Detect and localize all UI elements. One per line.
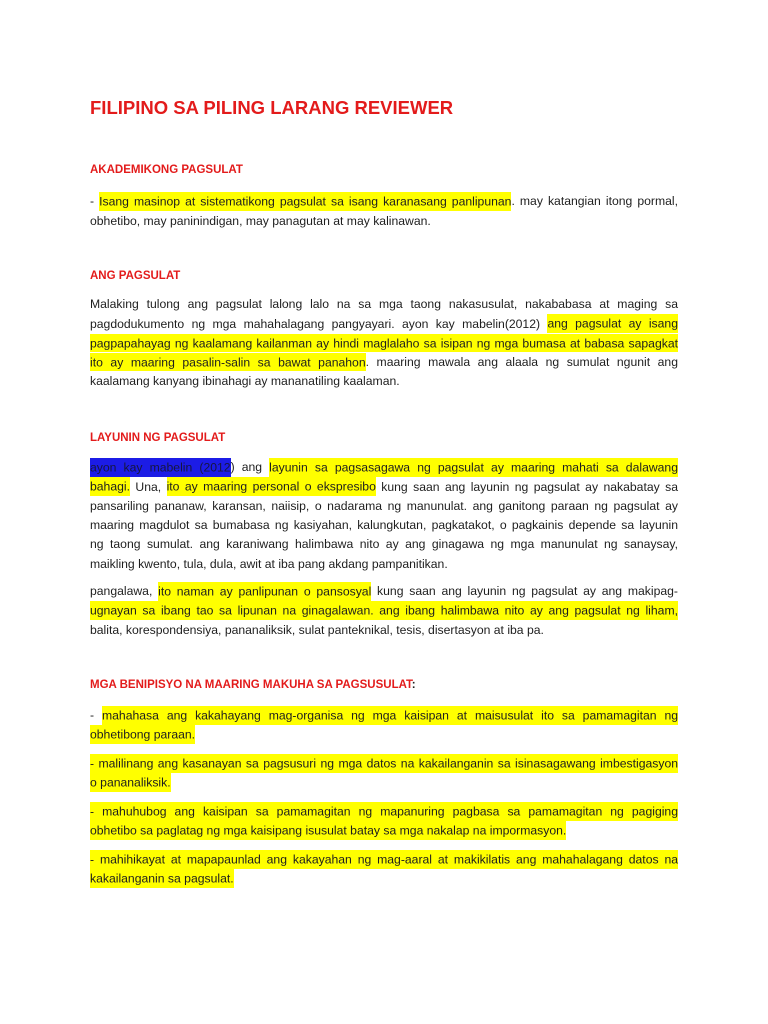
text-run: maaring magdulot sa bumabasa ng kasiyahan, kalungkutan, pagkatakot, o pagkainis depende sa layunin bbox=[90, 518, 678, 533]
text-run: kung saan ang layunin ng pagsulat ay ang makipag- bbox=[371, 584, 678, 599]
text-run: balita, korespondensiya, pananaliksik, sulat panteknikal, tesis, disertasyon at iba pa. bbox=[90, 622, 544, 637]
bullet-item bbox=[90, 802, 678, 841]
text-line bbox=[90, 192, 678, 211]
highlighted-text: ugnayan sa ibang tao sa lipunan na ginagalawan. ang ibang halimbawa nito ay ang pagsulat ng liham, bbox=[90, 601, 678, 620]
text-line bbox=[90, 850, 678, 869]
text-line bbox=[90, 478, 678, 497]
text-line bbox=[90, 870, 678, 889]
highlighted-text: kakailanganin sa pagsulat. bbox=[90, 869, 234, 888]
text-run: Una, bbox=[129, 479, 167, 494]
highlighted-text: obhetibong paraan. bbox=[90, 725, 195, 744]
text-run: kaalamang kanyang ibinahagi ay mananatiling kaalaman. bbox=[90, 374, 400, 389]
paragraph bbox=[90, 582, 678, 640]
text-line bbox=[90, 555, 678, 574]
document-title: FILIPINO SA PILING LARANG REVIEWER bbox=[90, 97, 454, 118]
text-run: . may katangian itong pormal, bbox=[511, 194, 678, 209]
text-line bbox=[90, 535, 678, 554]
highlighted-text: mahahasa ang kakahayang mag-organisa ng mga kaisipan at maisusulat ito sa pamamagitan ng bbox=[102, 706, 678, 725]
highlighted-text: Isang masinop at sistematikong pagsulat sa isang karanasang panlipunan bbox=[99, 192, 511, 211]
text-run: pagdodukumento ng mga mahahalagang pangyayari. ayon kay mabelin(2012) bbox=[90, 316, 548, 331]
text-run: Malaking tulong ang pagsulat lalong lalo na sa mga taong nakasusulat, nakababasa at maging sa bbox=[90, 297, 678, 312]
section-heading-text: MGA BENIPISYO NA MAARING MAKUHA SA PAGSUSULAT bbox=[90, 679, 412, 692]
text-run: kung saan ang layunin ng pagsulat ay nakabatay sa bbox=[375, 479, 678, 494]
text-run: - bbox=[90, 708, 102, 723]
text-run: ) ang bbox=[230, 460, 270, 475]
highlighted-text: layunin sa pagsasagawa ng pagsulat ay maaring mahati sa dalawang bbox=[269, 458, 678, 477]
highlighted-text: o pananaliksik. bbox=[90, 773, 171, 792]
section-heading bbox=[90, 676, 678, 695]
text-line bbox=[90, 754, 678, 773]
bullet-item bbox=[90, 850, 678, 889]
section-heading: AKADEMIKONG PAGSULAT bbox=[90, 164, 243, 177]
text-run: . maaring mawala ang alaala ng sumulat ngunit ang bbox=[365, 355, 678, 370]
text-line bbox=[90, 334, 678, 353]
selected-text: ayon kay mabelin (2012 bbox=[90, 458, 231, 477]
section-heading: ANG PAGSULAT bbox=[90, 270, 181, 283]
highlighted-text: pagpapahayag ng kaalamang kailanman ay hindi maglalaho sa isipan ng mga bumasa at babasa sapagkat bbox=[90, 334, 678, 353]
text-run: maikling kwento, tula, dula, awit at iba pang akdang pampanitikan. bbox=[90, 556, 448, 571]
text-run: pansariling pananaw, karansan, naiisip, o nadarama ng manunulat. ang ganitong paraan ng pagsulat ay bbox=[90, 498, 678, 513]
bullet-item bbox=[90, 754, 678, 793]
highlighted-text: - mahihikayat at mapapaunlad ang kakayahan ng mag-aaral at makikilatis ang mahahalagang datos na bbox=[90, 850, 678, 869]
text-line bbox=[90, 726, 678, 745]
highlighted-text: bahagi. bbox=[90, 477, 130, 496]
section-heading: LAYUNIN NG PAGSULAT bbox=[90, 432, 226, 445]
highlighted-text: obhetibo sa paglatag ng mga kaisipang isusulat batay sa mga nakalap na impormasyon. bbox=[90, 821, 566, 840]
bullet-item bbox=[90, 706, 678, 745]
paragraph bbox=[90, 458, 678, 574]
text-line bbox=[90, 315, 678, 334]
text-run: ng taong sumulat. ang karaniwang halimbawa nito ay ang ginagawa ng mga manunulat ng sanaysay, bbox=[90, 537, 678, 552]
text-line bbox=[90, 516, 678, 535]
text-line bbox=[90, 458, 678, 477]
text-line bbox=[90, 372, 678, 391]
text-line bbox=[90, 822, 678, 841]
heading-colon: : bbox=[411, 679, 416, 692]
text-line bbox=[90, 602, 678, 621]
text-run: pangalawa, bbox=[90, 584, 159, 599]
text-line bbox=[90, 802, 678, 821]
highlighted-text: - mahuhubog ang kaisipan sa pamamagitan ng mapanuring pagbasa sa pamamagitan ng pagiging bbox=[90, 802, 678, 821]
highlighted-text: ito ay maaring personal o ekspresibo bbox=[167, 477, 376, 496]
text-line bbox=[90, 295, 678, 314]
text-run: - bbox=[90, 194, 100, 209]
paragraph bbox=[90, 295, 678, 391]
paragraph bbox=[90, 192, 678, 231]
text-run: obhetibo, may paninindigan, may panagutan at may kalinawan. bbox=[90, 213, 431, 228]
highlighted-text: ang pagsulat ay isang bbox=[547, 314, 678, 333]
text-line bbox=[90, 582, 678, 601]
text-line bbox=[90, 774, 678, 793]
text-line bbox=[90, 621, 678, 640]
highlighted-text: - malilinang ang kasanayan sa pagsusuri ng mga datos na kakailanganin sa isinasagawang imbestigasyon bbox=[90, 754, 678, 773]
highlighted-text: ito naman ay panlipunan o pansosyal bbox=[158, 582, 371, 601]
text-line bbox=[90, 706, 678, 725]
highlighted-text: ito ay maaring pasalin-salin sa bawat panahon bbox=[90, 353, 366, 372]
text-line bbox=[90, 212, 678, 231]
text-line bbox=[90, 353, 678, 372]
text-line bbox=[90, 497, 678, 516]
